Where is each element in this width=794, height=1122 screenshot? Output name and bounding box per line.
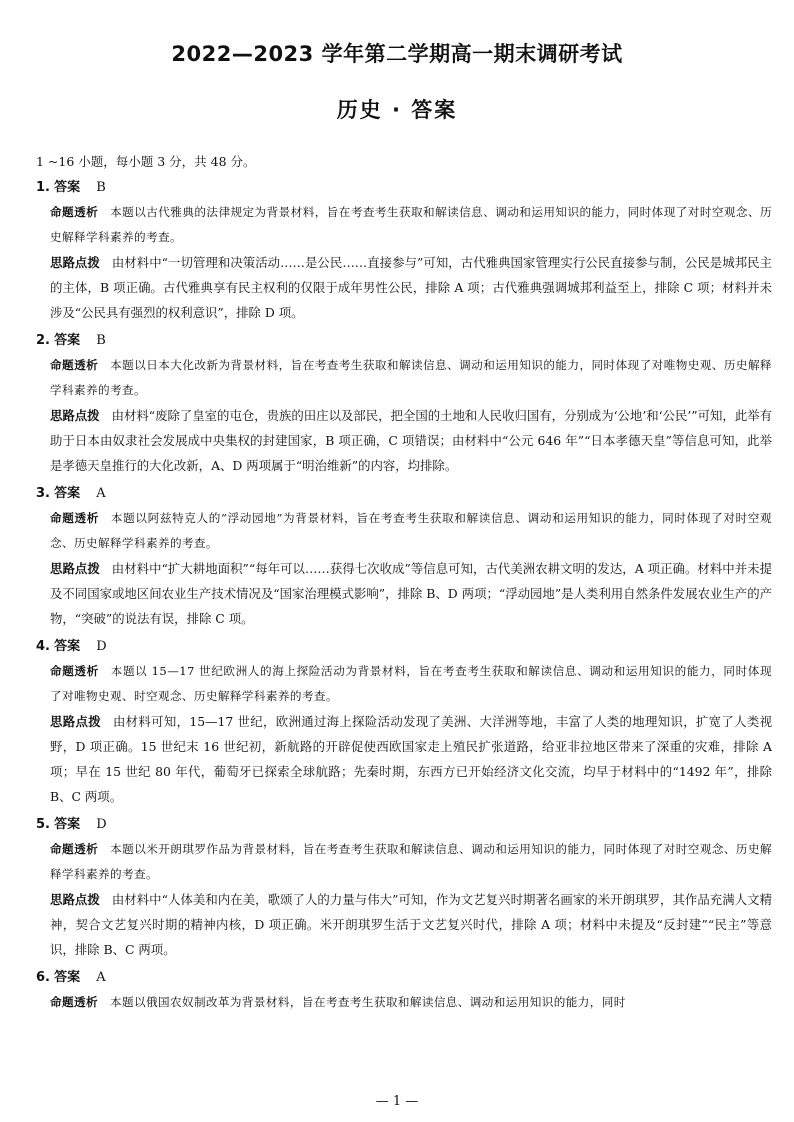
analysis-paragraph <box>36 353 772 403</box>
analysis-label: 命题透析 <box>50 664 99 678</box>
answer-label: 答案 <box>54 333 81 348</box>
hint-label: 思路点拨 <box>50 714 101 729</box>
hint-text: 由材料中“人体美和内在美，歌颂了人的力量与伟大”可知，作为文艺复兴时期著名画家的米开朗琪罗，其作品充满人文精神，契合文艺复兴时期的精神内核，D 项正确。米开朗琪罗生活于文艺复兴时代，排除 A 项；材料中未提及“反封建”“民主”等意识，排除 B、C 两项。 <box>50 892 773 957</box>
hint-label: 思路点拨 <box>50 408 100 423</box>
question-item <box>36 966 772 1015</box>
answer-value: B <box>96 333 106 348</box>
analysis-paragraph <box>36 837 772 887</box>
hint-paragraph <box>36 556 772 631</box>
answer-label: 答案 <box>54 817 81 832</box>
question-header <box>36 482 772 506</box>
question-header <box>36 813 772 837</box>
analysis-text: 本题以古代雅典的法律规定为背景材料，旨在考查考生获取和解读信息、调动和运用知识的能力，同时体现了对时空观念、历史解释学科素养的考查。 <box>50 205 772 244</box>
answer-value: D <box>96 817 107 832</box>
question-header <box>36 966 772 990</box>
page-title: 2022—2023 学年第二学期高一期末调研考试 <box>171 42 623 66</box>
question-number: 5. <box>36 817 50 832</box>
hint-label: 思路点拨 <box>50 561 100 576</box>
question-number: 3. <box>36 486 50 501</box>
analysis-text: 本题以俄国农奴制改革为背景材料，旨在考查考生获取和解读信息、调动和运用知识的能力，同时 <box>109 995 626 1009</box>
analysis-text: 本题以米开朗琪罗作品为背景材料，旨在考查考生获取和解读信息、调动和运用知识的能力，同时体现了对时空观念、历史解释学科素养的考查。 <box>50 842 772 881</box>
hint-text: 由材料中“一切管理和决策活动……是公民……直接参与”可知，古代雅典国家管理实行公民直接参与制，公民是城邦民主的主体，B 项正确。古代雅典享有民主权利的仅限于成年男性公民，排除 A 项；古代雅典强调城邦利益至上，排除 C 项；材料并未涉及“公民具有强烈的权利意识”，排除 D 项。 <box>50 255 773 320</box>
hint-paragraph <box>36 250 772 325</box>
analysis-paragraph <box>36 659 772 709</box>
answer-label: 答案 <box>54 180 81 195</box>
hint-text: 由材料“废除了皇室的屯仓，贵族的田庄以及部民，把全国的土地和人民收归国有，分别成为‘公地’和‘公民’”可知，此举有助于日本由奴隶社会发展成中央集权的封建国家，B 项正确，C 项错误；由材料中“公元 646 年”“日本孝德天皇”等信息可知，此举是孝德天皇推行的大化改新，A、D 两项属于“明治维新”的内容，均排除。 <box>50 408 772 473</box>
answer-value: A <box>96 486 106 501</box>
answer-value: D <box>96 639 107 654</box>
question-item <box>36 482 772 631</box>
analysis-label: 命题透析 <box>50 205 99 219</box>
question-number: 6. <box>36 970 50 985</box>
hint-text: 由材料可知，15—17 世纪，欧洲通过海上探险活动发现了美洲、大洋洲等地，丰富了人类的地理知识，扩宽了人类视野，D 项正确。15 世纪末 16 世纪初，新航路的开辟促使西欧国家走上殖民扩张道路，给亚非拉地区带来了深重的灾难，排除 A 项；早在 15 世纪 80 年代，葡萄牙已探索全球航路；先秦时期，东西方已开始经济文化交流，均早于材料中的“1492 年”，排除 B、C 两项。 <box>50 714 772 804</box>
question-item <box>36 813 772 962</box>
analysis-label: 命题透析 <box>50 358 99 372</box>
analysis-paragraph <box>36 990 772 1015</box>
analysis-text: 本题以阿兹特克人的“浮动园地”为背景材料，旨在考查考生获取和解读信息、调动和运用知识的能力，同时体现了对时空观念、历史解释学科素养的考查。 <box>50 511 772 550</box>
analysis-label: 命题透析 <box>50 511 99 525</box>
section-intro: 1 ~16 小题，每小题 3 分，共 48 分。 <box>36 154 256 169</box>
analysis-text: 本题以日本大化改新为背景材料，旨在考查考生获取和解读信息、调动和运用知识的能力，同时体现了对唯物史观、历史解释学科素养的考查。 <box>50 358 772 397</box>
question-header <box>36 329 772 353</box>
analysis-paragraph <box>36 506 772 556</box>
hint-label: 思路点拨 <box>50 892 100 907</box>
analysis-label: 命题透析 <box>50 842 99 856</box>
analysis-text: 本题以 15—17 世纪欧洲人的海上探险活动为背景材料，旨在考查考生获取和解读信息、调动和运用知识的能力，同时体现了对唯物史观、时空观念、历史解释学科素养的考查。 <box>50 664 772 703</box>
question-header <box>36 176 772 200</box>
question-item <box>36 635 772 809</box>
hint-paragraph <box>36 887 772 962</box>
question-number: 1. <box>36 180 50 195</box>
analysis-paragraph <box>36 200 772 250</box>
analysis-label: 命题透析 <box>50 995 98 1009</box>
question-header <box>36 635 772 659</box>
answer-value: B <box>96 180 106 195</box>
hint-paragraph <box>36 403 772 478</box>
answer-value: A <box>96 970 106 985</box>
answer-label: 答案 <box>54 970 81 985</box>
question-list <box>36 176 772 1015</box>
question-number: 4. <box>36 639 50 654</box>
question-number: 2. <box>36 333 50 348</box>
page-number: — 1 — <box>375 1094 419 1109</box>
hint-paragraph <box>36 709 772 809</box>
answer-label: 答案 <box>54 639 81 654</box>
answer-label: 答案 <box>54 486 81 501</box>
page-subtitle: 历史 · 答案 <box>336 98 458 122</box>
question-item <box>36 176 772 325</box>
question-item <box>36 329 772 478</box>
hint-text: 由材料中“扩大耕地面积”“每年可以……获得七次收成”等信息可知，古代美洲农耕文明的发达，A 项正确。材料中并未提及不同国家或地区间农业生产技术情况及“国家治理模式影响”，排除 B、D 两项；“浮动园地”是人类利用自然条件发展农业生产的产物，“突破”的说法有误，排除 C 项。 <box>50 561 773 626</box>
answer-content <box>36 150 772 1019</box>
hint-label: 思路点拨 <box>50 255 100 270</box>
